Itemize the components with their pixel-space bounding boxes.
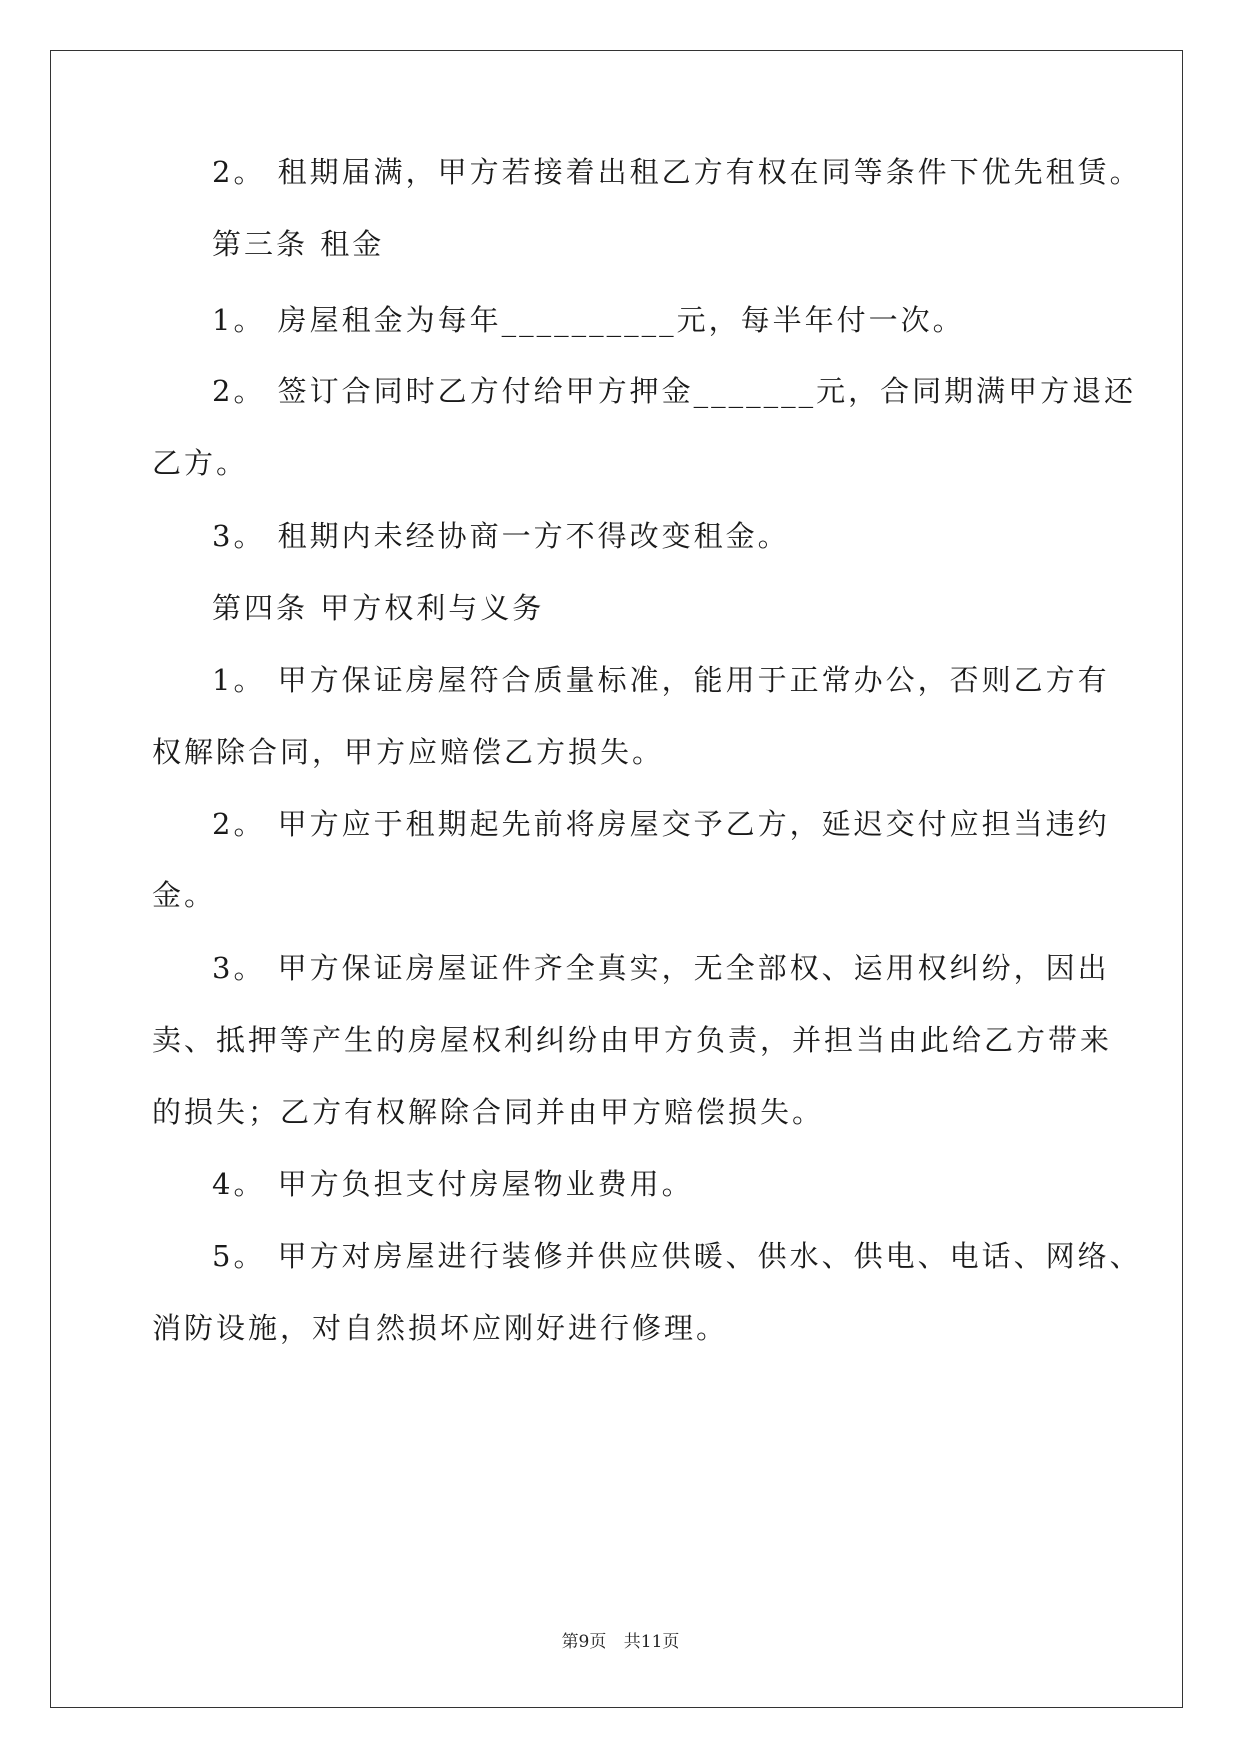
paragraph-line: 3。 租期内未经协商一方不得改变租金。 (212, 519, 790, 553)
paragraph-line: 2。 租期届满，甲方若接着出租乙方有权在同等条件下优先租赁。 (212, 155, 1142, 189)
paragraph-line: 5。 甲方对房屋进行装修并供应供暖、供水、供电、电话、网络、 (212, 1239, 1142, 1273)
page-number: 第9页 (561, 1632, 607, 1652)
paragraph-line: 2。 甲方应于租期起先前将房屋交予乙方，延迟交付应担当违约 (212, 807, 1110, 841)
paragraph-line: 1。 房屋租金为每年__________元，每半年付一次。 (212, 303, 965, 337)
paragraph-line: 2。 签订合同时乙方付给甲方押金_______元，合同期满甲方退还 (212, 374, 1137, 408)
paragraph-line: 1。 甲方保证房屋符合质量标准，能用于正常办公，否则乙方有 (212, 663, 1110, 697)
section-heading: 第三条 租金 (212, 227, 385, 261)
paragraph-line: 的损失；乙方有权解除合同并由甲方赔偿损失。 (152, 1095, 825, 1129)
page-footer (0, 1631, 1241, 1653)
paragraph-line: 乙方。 (152, 446, 249, 480)
paragraph-line: 4。 甲方负担支付房屋物业费用。 (212, 1167, 694, 1201)
page-border (50, 50, 1183, 1708)
paragraph-line: 权解除合同，甲方应赔偿乙方损失。 (152, 735, 665, 769)
page-total: 共11页 (623, 1632, 680, 1652)
paragraph-line: 卖、抵押等产生的房屋权利纠纷由甲方负责，并担当由此给乙方带来 (152, 1023, 1113, 1057)
paragraph-line: 消防设施，对自然损坏应刚好进行修理。 (152, 1311, 729, 1345)
paragraph-line: 金。 (152, 878, 217, 912)
section-heading: 第四条 甲方权利与义务 (212, 591, 545, 625)
paragraph-line: 3。 甲方保证房屋证件齐全真实，无全部权、运用权纠纷，因出 (212, 951, 1110, 985)
